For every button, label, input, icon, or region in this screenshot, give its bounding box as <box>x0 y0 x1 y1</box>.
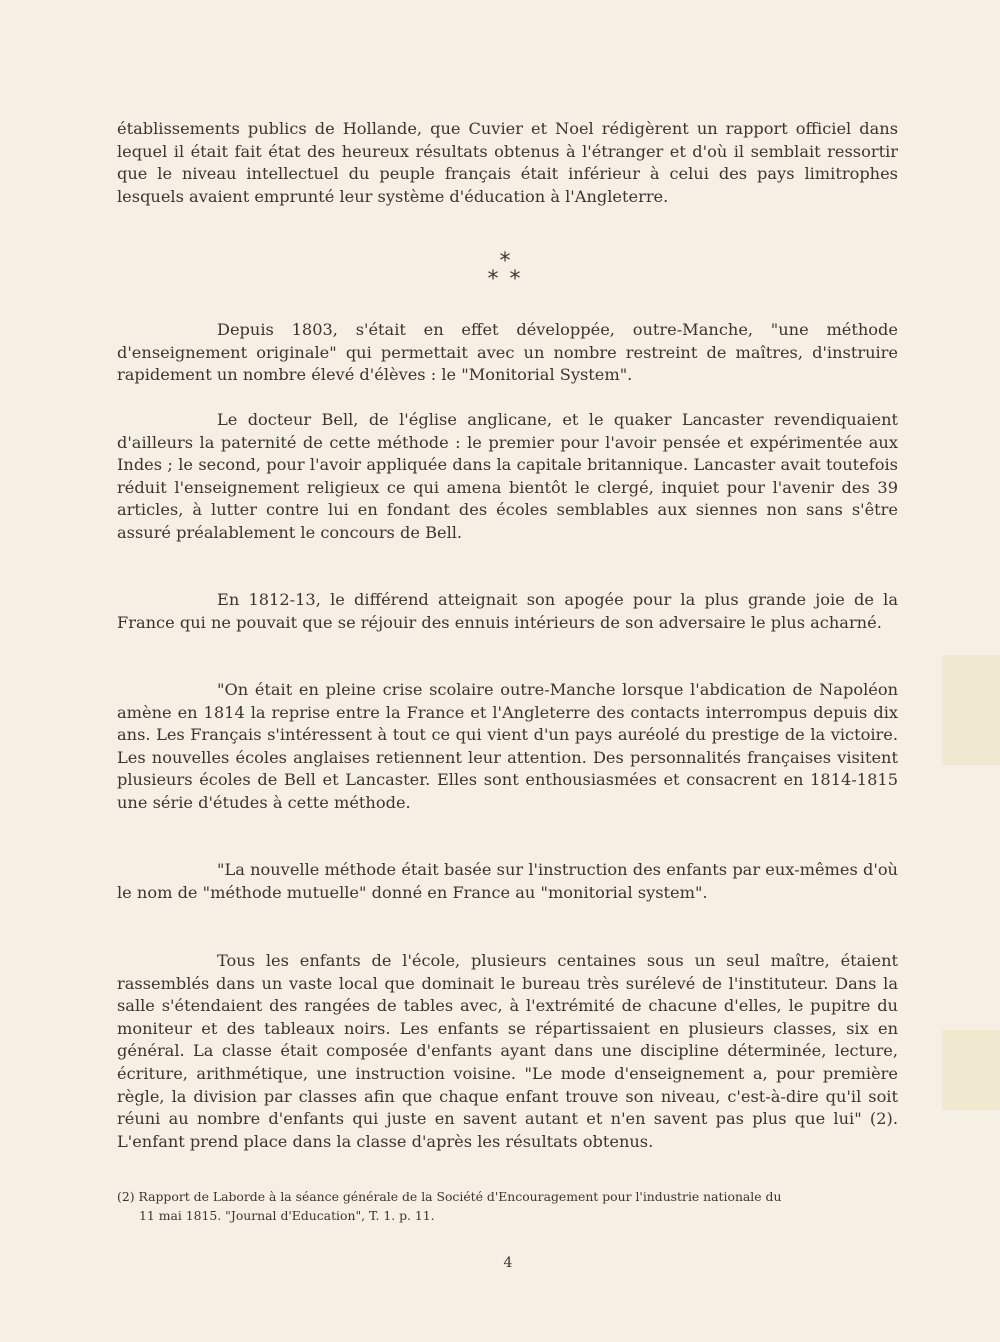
paragraph-continuation <box>117 118 898 208</box>
footnote <box>117 1187 898 1225</box>
paragraph-1812 <box>117 589 898 634</box>
paragraph: Depuis 1803, s'était en effet développée, outre-Manche, "une méthode d'enseignement originale" qui permettait avec un nombre restreint de maîtres, d'instruire rapidement un nombre élevé d'élèves : le "Monitorial System". <box>117 320 898 385</box>
paragraph: "La nouvelle méthode était basée sur l'instruction des enfants par eux-mêmes d'où le nom de "méthode mutuelle" donné en France au "monitorial system". <box>117 860 898 902</box>
paragraph: Tous les enfants de l'école, plusieurs centaines sous un seul maître, étaient rassemblés dans un vaste local que dominait le bureau très surélevé de l'instituteur. Dans la salle s'étendaient des rangées de tables avec, à l'extrémité de chacune d'elles, le pupitre du moniteur et des tableaux noirs. Les enfants se répartissaient en plusieurs classes, six en général. La classe était composée d'enfants ayant dans une discipline déterminée, lecture, écriture, arithmétique, une instruction voisine. "Le mode d'enseignement a, pour première règle, la division par classes afin que chaque enfant trouve son niveau, c'est-à-dire qu'il soit réuni au nombre d'enfants qui juste en savent autant et n'en savent pas plus que lui" (2). L'enfant prend place dans la classe d'après les résultats obtenus. <box>117 951 898 1151</box>
separator-asterisks: * * <box>487 267 523 292</box>
paragraph-monitorial-system <box>117 319 898 387</box>
footnote-line: 11 mai 1815. "Journal d'Education", T. 1. p. 11. <box>139 1208 435 1223</box>
paragraph-methode-mutuelle <box>117 859 898 904</box>
paragraph: établissements publics de Hollande, que Cuvier et Noel rédigèrent un rapport officiel dans lequel il était fait état des heureux résultats obtenus à l'étranger et d'où il semblait ressortir que le niveau intellectuel du peuple français était inférieur à celui des pays limitrophes lesquels avaient emprunté leur système d'éducation à l'Angleterre. <box>117 119 898 206</box>
paragraph: En 1812-13, le différend atteignait son apogée pour la plus grande joie de la France qui ne pouvait que se réjouir des ennuis intérieurs de son adversaire le plus acharné. <box>117 590 898 632</box>
section-separator <box>470 249 540 293</box>
page-number: 4 <box>503 1255 513 1271</box>
paragraph-tous-les-enfants <box>117 950 898 1153</box>
footnote-line: (2) Rapport de Laborde à la séance générale de la Société d'Encouragement pour l'industrie nationale du <box>117 1189 782 1204</box>
page-edge-shade <box>942 655 1000 765</box>
paragraph-crise-scolaire <box>117 679 898 815</box>
separator-asterisk: * <box>499 249 511 274</box>
page-edge-shade <box>942 1030 1000 1110</box>
paragraph-bell-lancaster <box>117 409 898 545</box>
paragraph: Le docteur Bell, de l'église anglicane, et le quaker Lancaster revendiquaient d'ailleurs la paternité de cette méthode : le premier pour l'avoir pensée et expérimentée aux Indes ; le second, pour l'avoir appliquée dans la capitale britannique. Lancaster avait toutefois réduit l'enseignement religieux ce qui amena bientôt le clergé, inquiet pour l'avenir des 39 articles, à lutter contre lui en fondant des écoles semblables aux siennes non sans s'être assuré préalablement le concours de Bell. <box>117 410 898 542</box>
paragraph: "On était en pleine crise scolaire outre-Manche lorsque l'abdication de Napoléon amène en 1814 la reprise entre la France et l'Angleterre des contacts interrompus depuis dix ans. Les Français s'intéressent à tout ce qui vient d'un pays auréolé du prestige de la victoire. Les nouvelles écoles anglaises retiennent leur attention. Des personnalités françaises visitent plusieurs écoles de Bell et Lancaster. Elles sont enthousiasmées et consacrent en 1814-1815 une série d'études à cette méthode. <box>117 680 898 812</box>
